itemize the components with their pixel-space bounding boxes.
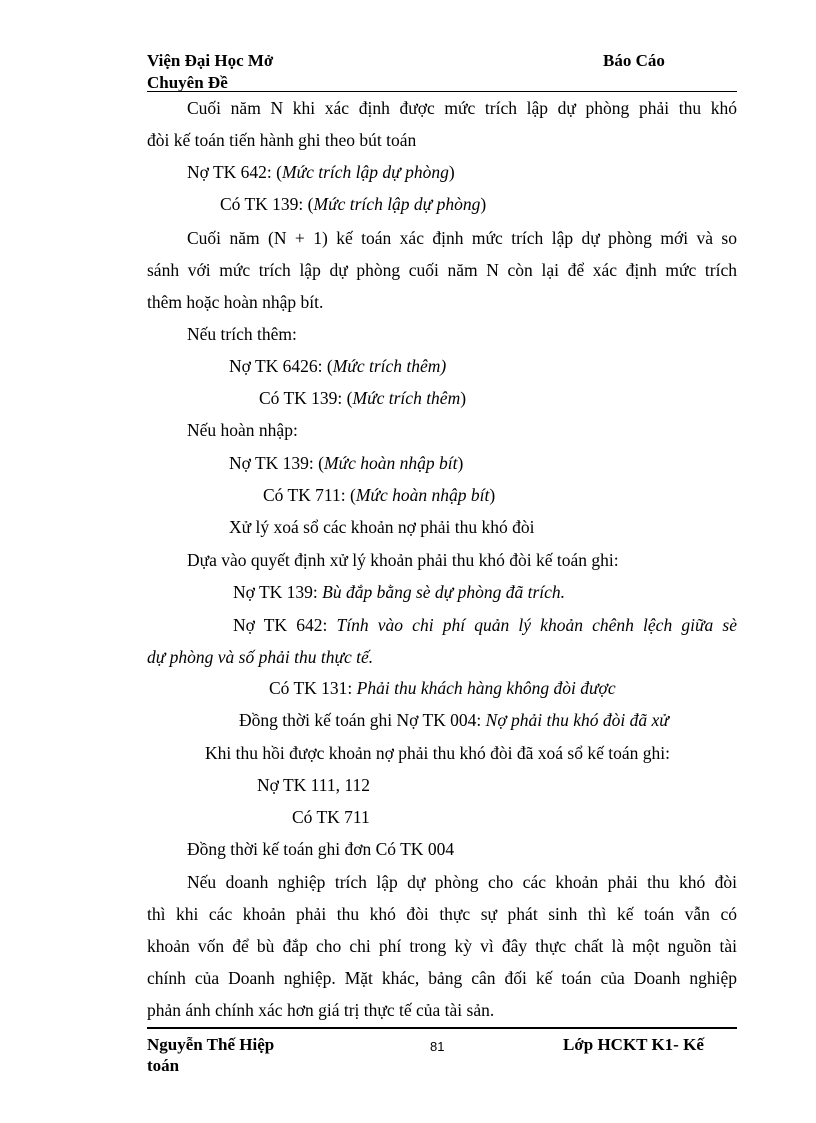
entry-label: Có TK 131: bbox=[269, 678, 357, 698]
entry-label: Nợ TK 6426: ( bbox=[229, 356, 333, 376]
journal-entry bbox=[229, 451, 463, 475]
paragraph-line: Cuối năm (N + 1) kế toán xác định mức trích lập dự phòng mới và so bbox=[187, 228, 737, 248]
journal-entry bbox=[229, 354, 446, 378]
paragraph-line: chính của Doanh nghiệp. Mặt khác, bảng cân đối kế toán của Doanh nghiệp bbox=[147, 968, 737, 988]
footer-divider bbox=[147, 1027, 737, 1029]
journal-entry bbox=[187, 160, 455, 184]
journal-entry bbox=[263, 483, 495, 507]
entry-description: Mức trích lập dự phòng bbox=[313, 194, 481, 214]
paragraph-line: Cuối năm N khi xác định được mức trích lập dự phòng phải thu khó bbox=[187, 98, 737, 118]
header-institution: Viện Đại Học Mở bbox=[147, 51, 274, 70]
footer-author-cont: toán bbox=[147, 1056, 180, 1075]
header-report-label: Báo Cáo bbox=[603, 51, 665, 70]
entry-description: Mức trích thêm bbox=[352, 388, 461, 408]
paragraph-line: phản ánh chính xác hơn giá trị thực tế của tài sản. bbox=[147, 1000, 495, 1020]
journal-entry: Đồng thời kế toán ghi đơn Có TK 004 bbox=[187, 839, 455, 859]
journal-entry bbox=[259, 386, 466, 410]
entry-label: Có TK 711: ( bbox=[263, 485, 356, 505]
entry-label: Nợ TK 139: ( bbox=[229, 453, 324, 473]
page-footer bbox=[147, 1032, 737, 1076]
entry-label: Đồng thời kế toán ghi Nợ TK 004: bbox=[239, 710, 486, 730]
header-left bbox=[147, 50, 447, 94]
footer-author bbox=[147, 1034, 347, 1076]
paragraph-line: sánh với mức trích lập dự phòng cuối năm N còn lại để xác định mức trích bbox=[147, 260, 737, 280]
header-subtitle: Chuyên Đề bbox=[147, 73, 228, 92]
entry-label: Có TK 139: ( bbox=[259, 388, 353, 408]
entry-close: ) bbox=[457, 453, 464, 473]
paragraph-line: Dựa vào quyết định xử lý khoản phải thu khó đòi kế toán ghi: bbox=[187, 550, 619, 570]
entry-close: ) bbox=[460, 388, 467, 408]
journal-entry: Có TK 711 bbox=[292, 807, 370, 827]
header-divider bbox=[147, 91, 737, 92]
entry-description: Mức hoàn nhập bít bbox=[323, 453, 458, 473]
paragraph-line: khoản vốn để bù đắp cho chi phí trong kỳ vì đây thực chất là một nguồn tài bbox=[147, 936, 737, 956]
case-heading: Nếu trích thêm: bbox=[187, 324, 297, 344]
entry-description-continued: dự phòng và số phải thu thực tế. bbox=[147, 647, 374, 667]
entry-label: Có TK 139: ( bbox=[220, 194, 314, 214]
paragraph-line: thì khi các khoản phải thu khó đòi thực sự phát sinh thì kế toán vẫn có bbox=[147, 904, 737, 924]
footer-class: Lớp HCKT K1- Kế bbox=[563, 1035, 704, 1054]
journal-entry bbox=[147, 613, 737, 637]
journal-entry: Nợ TK 111, 112 bbox=[257, 775, 370, 795]
journal-entry bbox=[220, 192, 486, 216]
entry-description: Mức trích thêm) bbox=[332, 356, 447, 376]
entry-description: Mức trích lập dự phòng bbox=[281, 162, 449, 182]
entry-description: Phải thu khách hàng không đòi được bbox=[356, 678, 616, 698]
page-number: 81 bbox=[430, 1039, 445, 1054]
paragraph-line: Nếu doanh nghiệp trích lập dự phòng cho các khoản phải thu khó đòi bbox=[187, 872, 737, 892]
paragraph-line: thêm hoặc hoàn nhập bít. bbox=[147, 292, 324, 312]
paragraph-line: Khi thu hồi được khoản nợ phải thu khó đòi đã xoá sổ kế toán ghi: bbox=[205, 743, 670, 763]
journal-entry bbox=[233, 580, 565, 604]
entry-description: Tính vào chi phí quản lý khoản chênh lệch giữa sè bbox=[336, 615, 738, 635]
journal-entry bbox=[269, 676, 616, 700]
paragraph-line: đòi kế toán tiến hành ghi theo bút toán bbox=[147, 130, 417, 150]
case-heading: Nếu hoàn nhập: bbox=[187, 420, 298, 440]
footer-author-name: Nguyễn Thế Hiệp bbox=[147, 1035, 275, 1054]
journal-entry bbox=[239, 708, 669, 732]
entry-close: ) bbox=[480, 194, 487, 214]
entry-description: Bù đắp bằng sè dự phòng đã trích. bbox=[322, 582, 566, 602]
entry-label: Nợ TK 642: bbox=[233, 615, 337, 635]
entry-description: Nợ phải thu khó đòi đã xử bbox=[485, 710, 669, 730]
page-header bbox=[147, 46, 737, 92]
entry-description: Mức hoàn nhập bít bbox=[355, 485, 490, 505]
entry-label: Nợ TK 139: bbox=[233, 582, 323, 602]
entry-close: ) bbox=[448, 162, 455, 182]
section-heading: Xử lý xoá sổ các khoản nợ phải thu khó đòi bbox=[229, 517, 535, 537]
entry-label: Nợ TK 642: ( bbox=[187, 162, 282, 182]
entry-close: ) bbox=[489, 485, 496, 505]
